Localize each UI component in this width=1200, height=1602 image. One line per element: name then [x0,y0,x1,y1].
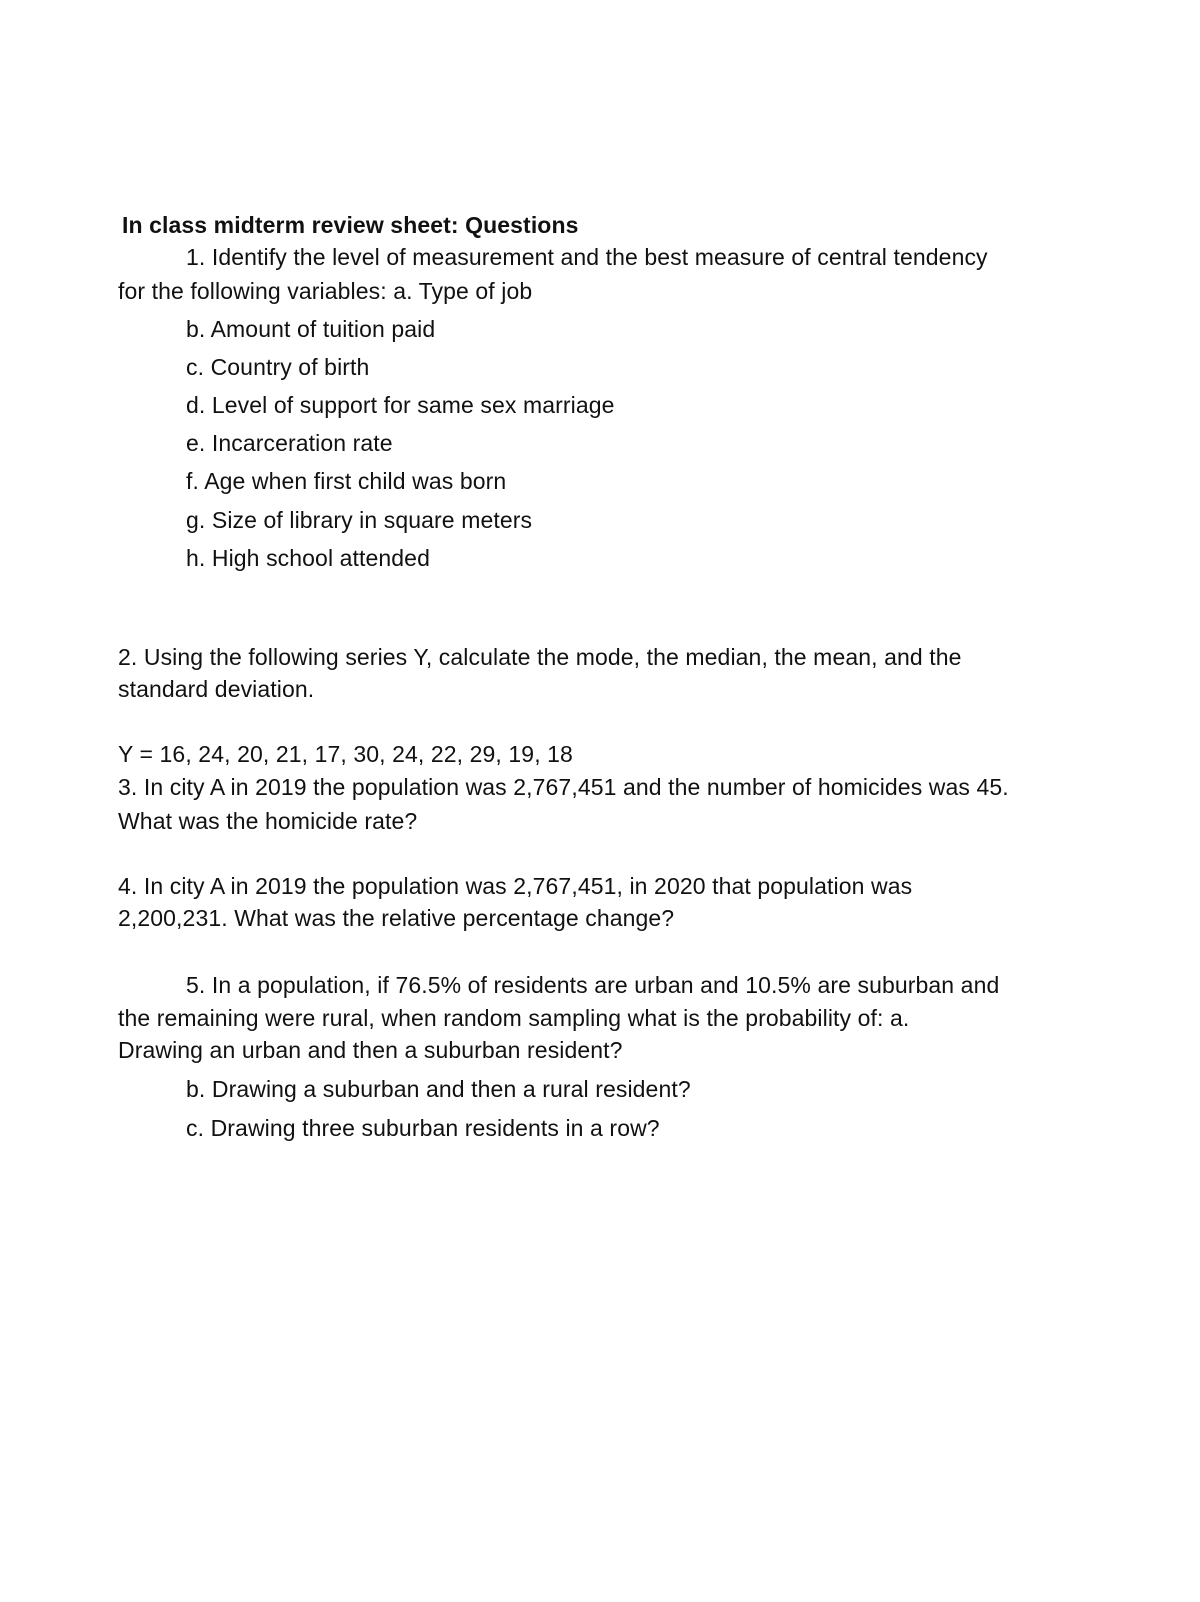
q5-line-3: Drawing an urban and then a suburban resident? [118,1037,623,1063]
q5-line-1: 5. In a population, if 76.5% of residents are urban and 10.5% are suburban and [186,972,1000,998]
q1-item-f: f. Age when first child was born [186,468,507,494]
q3-line-2: What was the homicide rate? [118,808,418,834]
q2-line-1: 2. Using the following series Y, calculate the mode, the median, the mean, and the [118,644,962,670]
q1-item-b: b. Amount of tuition paid [186,316,436,342]
q4-line-2: 2,200,231. What was the relative percentage change? [118,905,675,931]
q5-line-2: the remaining were rural, when random sampling what is the probability of: a. [118,1005,910,1031]
q5-item-b: b. Drawing a suburban and then a rural resident? [186,1076,691,1102]
q1-line-2: for the following variables: a. Type of job [118,278,533,304]
q3-line-1: 3. In city A in 2019 the population was 2,767,451 and the number of homicides was 45. [118,774,1009,800]
q1-item-g: g. Size of library in square meters [186,507,533,533]
document-title: In class midterm review sheet: Questions [122,212,579,238]
q1-item-c: c. Country of birth [186,354,370,380]
q2-series: Y = 16, 24, 20, 21, 17, 30, 24, 22, 29, 19, 18 [118,741,573,767]
q1-item-h: h. High school attended [186,545,430,571]
q1-item-d: d. Level of support for same sex marriage [186,392,615,418]
q4-line-1: 4. In city A in 2019 the population was 2,767,451, in 2020 that population was [118,873,913,899]
q1-line-1: 1. Identify the level of measurement and the best measure of central tendency [186,244,988,270]
q1-item-e: e. Incarceration rate [186,430,393,456]
q2-line-2: standard deviation. [118,676,315,702]
q5-item-c: c. Drawing three suburban residents in a row? [186,1115,660,1141]
